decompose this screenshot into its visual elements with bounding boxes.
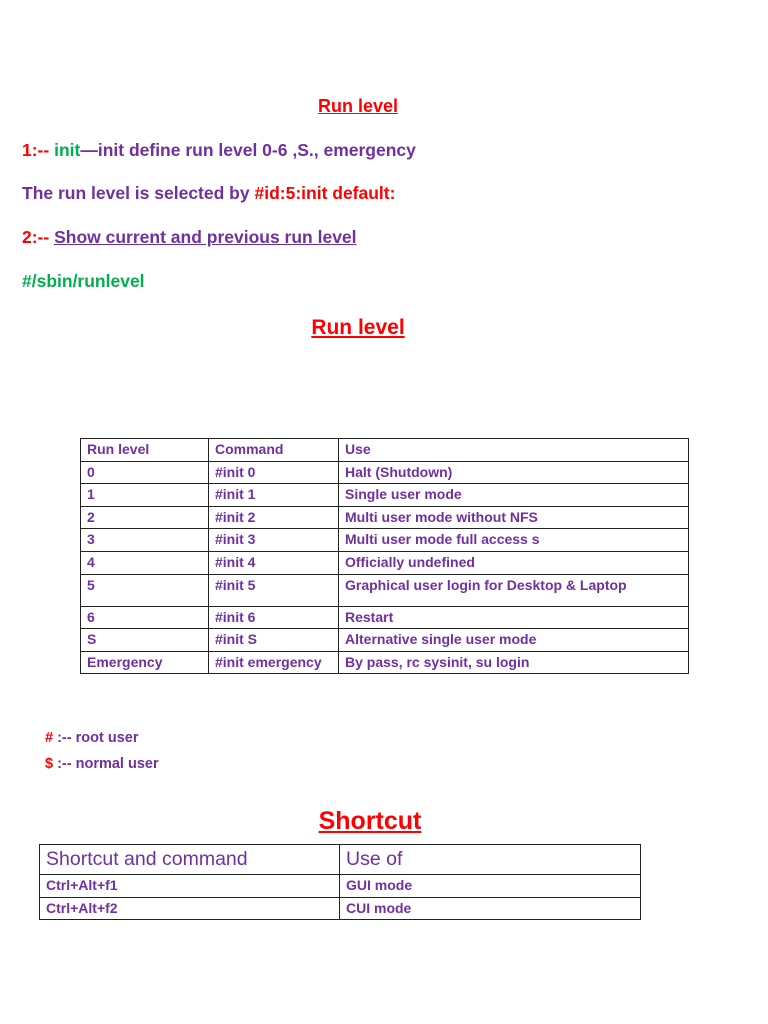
- command-cell: #init 1: [209, 484, 339, 507]
- use-cell: Single user mode: [339, 484, 689, 507]
- table-row: [81, 461, 689, 484]
- use-of-cell: GUI mode: [340, 875, 641, 898]
- run-level-line-2: [22, 227, 357, 248]
- header-shortcut-and-command: Shortcut and command: [40, 845, 340, 875]
- table-row: [81, 551, 689, 574]
- use-cell: By pass, rc sysinit, su login: [339, 651, 689, 674]
- section-heading-run-level-table: Run level: [311, 316, 405, 339]
- use-cell: Halt (Shutdown): [339, 461, 689, 484]
- use-cell: Graphical user login for Desktop & Laptop: [339, 574, 689, 606]
- table-row: [81, 529, 689, 552]
- table-row: [81, 629, 689, 652]
- shortcut-table: [39, 844, 641, 920]
- legend-normal-text: :-- normal user: [53, 756, 159, 772]
- command-cell: #init 0: [209, 461, 339, 484]
- run-level-cell: 5: [81, 574, 209, 606]
- run-level-line-1: [22, 140, 416, 161]
- header-use-of: Use of: [340, 845, 641, 875]
- run-level-cell: Emergency: [81, 651, 209, 674]
- table-row: [81, 651, 689, 674]
- run-level-cell: 1: [81, 484, 209, 507]
- run-level-cell: 3: [81, 529, 209, 552]
- dollar-symbol: $: [45, 756, 54, 772]
- legend-root-user: [45, 730, 138, 746]
- command-cell: #init 6: [209, 606, 339, 629]
- command-cell: #init 5: [209, 574, 339, 606]
- legend-normal-user: [45, 756, 159, 772]
- table-header-row: [40, 845, 641, 875]
- command-cell: #init 3: [209, 529, 339, 552]
- command-cell: #init S: [209, 629, 339, 652]
- shortcut-cell: Ctrl+Alt+f2: [40, 897, 340, 920]
- run-level-selection-line: [22, 183, 395, 204]
- command-cell: #init 2: [209, 506, 339, 529]
- item-number: 1:--: [22, 140, 50, 160]
- run-level-cell: S: [81, 629, 209, 652]
- init-keyword: init: [54, 140, 81, 160]
- command-cell: #init 4: [209, 551, 339, 574]
- use-cell: Multi user mode full access s: [339, 529, 689, 552]
- header-run-level: Run level: [81, 439, 209, 462]
- run-level-cell: 4: [81, 551, 209, 574]
- header-use: Use: [339, 439, 689, 462]
- runlevel-command: #/sbin/runlevel: [22, 271, 145, 291]
- show-run-level-text: Show current and previous run level: [54, 227, 357, 247]
- init-definition-text: —init define run level 0-6 ,S., emergency: [80, 140, 416, 160]
- header-command: Command: [209, 439, 339, 462]
- command-cell: #init emergency: [209, 651, 339, 674]
- use-of-cell: CUI mode: [340, 897, 641, 920]
- use-cell: Multi user mode without NFS: [339, 506, 689, 529]
- run-level-table: [80, 438, 689, 674]
- section-heading-run-level: Run level: [317, 96, 399, 116]
- selection-text: The run level is selected by: [22, 183, 250, 203]
- hash-symbol: #: [45, 730, 54, 746]
- use-cell: Restart: [339, 606, 689, 629]
- use-cell: Officially undefined: [339, 551, 689, 574]
- id-init-default: #id:5:init default:: [254, 183, 396, 203]
- table-row: [81, 606, 689, 629]
- table-row: [40, 875, 641, 898]
- table-row: [40, 897, 641, 920]
- run-level-cell: 2: [81, 506, 209, 529]
- use-cell: Alternative single user mode: [339, 629, 689, 652]
- table-header-row: [81, 439, 689, 462]
- section-heading-shortcut: Shortcut: [318, 807, 422, 835]
- table-row: [81, 506, 689, 529]
- shortcut-cell: Ctrl+Alt+f1: [40, 875, 340, 898]
- run-level-cell: 0: [81, 461, 209, 484]
- legend-root-text: :-- root user: [53, 730, 139, 746]
- table-row: [81, 484, 689, 507]
- item-number: 2:--: [22, 227, 50, 247]
- run-level-cell: 6: [81, 606, 209, 629]
- table-row: [81, 574, 689, 606]
